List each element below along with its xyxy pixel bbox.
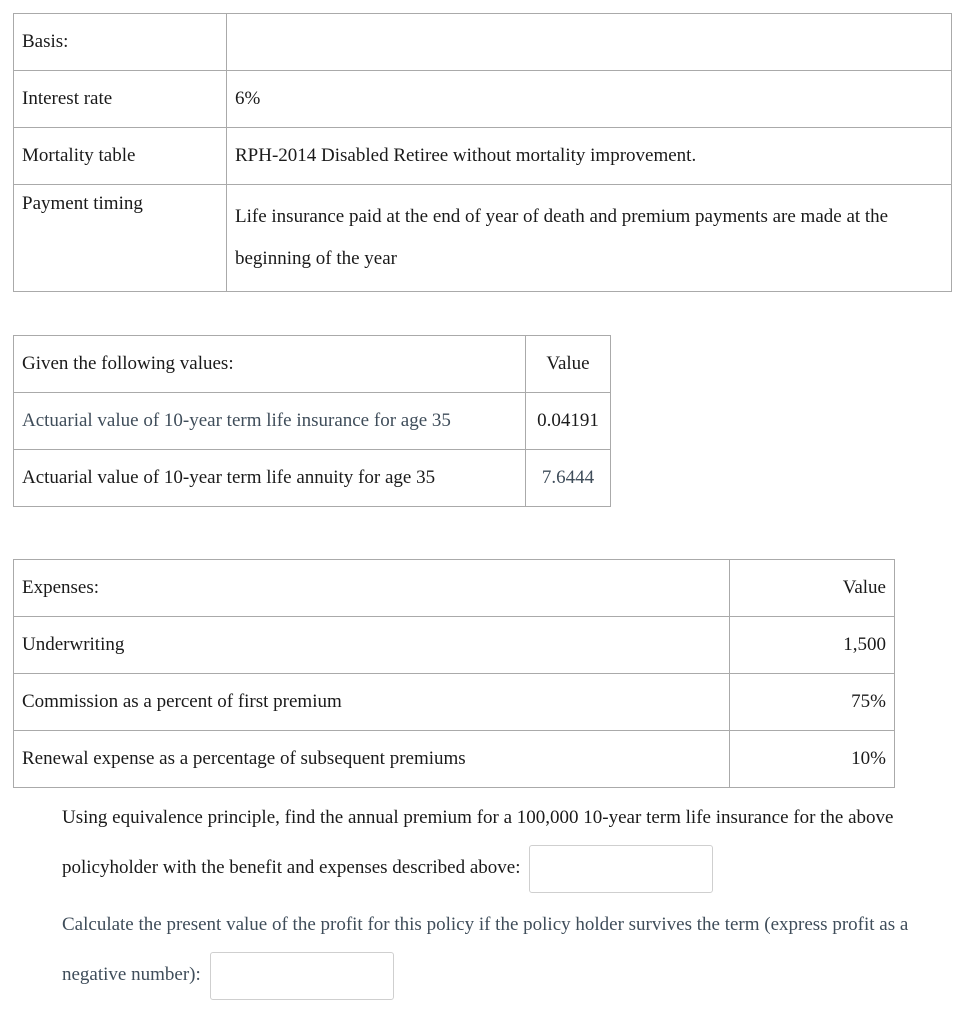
table-row <box>14 731 895 788</box>
premium-question <box>62 793 952 893</box>
renewal-expense-value: 10% <box>730 731 895 788</box>
basis-header-value <box>227 14 952 71</box>
table-row <box>14 185 952 292</box>
table-row <box>14 617 895 674</box>
table-row <box>14 336 611 393</box>
commission-value: 75% <box>730 674 895 731</box>
mortality-table-label: Mortality table <box>14 128 227 185</box>
given-values-table <box>13 335 611 507</box>
profit-question-text: Calculate the present value of the profit for this policy if the policy holder survives the term (express profit as a negative number): <box>62 914 909 985</box>
term-annuity-value: 7.6444 <box>526 450 611 507</box>
premium-answer-input[interactable] <box>529 845 713 893</box>
expenses-table <box>13 559 895 788</box>
term-annuity-label: Actuarial value of 10-year term life annuity for age 35 <box>14 450 526 507</box>
mortality-table-value: RPH-2014 Disabled Retiree without mortality improvement. <box>227 128 952 185</box>
expenses-header-label: Expenses: <box>14 560 730 617</box>
table-row <box>14 674 895 731</box>
term-insurance-label: Actuarial value of 10-year term life insurance for age 35 <box>14 393 526 450</box>
basis-table <box>13 13 952 292</box>
profit-answer-input[interactable] <box>210 952 394 1000</box>
table-row <box>14 14 952 71</box>
underwriting-value: 1,500 <box>730 617 895 674</box>
interest-rate-value: 6% <box>227 71 952 128</box>
table-row <box>14 393 611 450</box>
table-row <box>14 128 952 185</box>
basis-header-label: Basis: <box>14 14 227 71</box>
given-header-value: Value <box>526 336 611 393</box>
profit-question <box>62 900 952 1000</box>
term-insurance-value: 0.04191 <box>526 393 611 450</box>
underwriting-label: Underwriting <box>14 617 730 674</box>
given-header-label: Given the following values: <box>14 336 526 393</box>
table-row <box>14 71 952 128</box>
commission-label: Commission as a percent of first premium <box>14 674 730 731</box>
premium-question-text: Using equivalence principle, find the annual premium for a 100,000 10-year term life insurance for the above policyholder with the benefit and expenses described above: <box>62 807 894 878</box>
table-row <box>14 450 611 507</box>
payment-timing-value: Life insurance paid at the end of year of death and premium payments are made at the beginning of the year <box>227 185 952 292</box>
payment-timing-label: Payment timing <box>14 185 227 292</box>
table-row <box>14 560 895 617</box>
interest-rate-label: Interest rate <box>14 71 227 128</box>
expenses-header-value: Value <box>730 560 895 617</box>
renewal-expense-label: Renewal expense as a percentage of subsequent premiums <box>14 731 730 788</box>
